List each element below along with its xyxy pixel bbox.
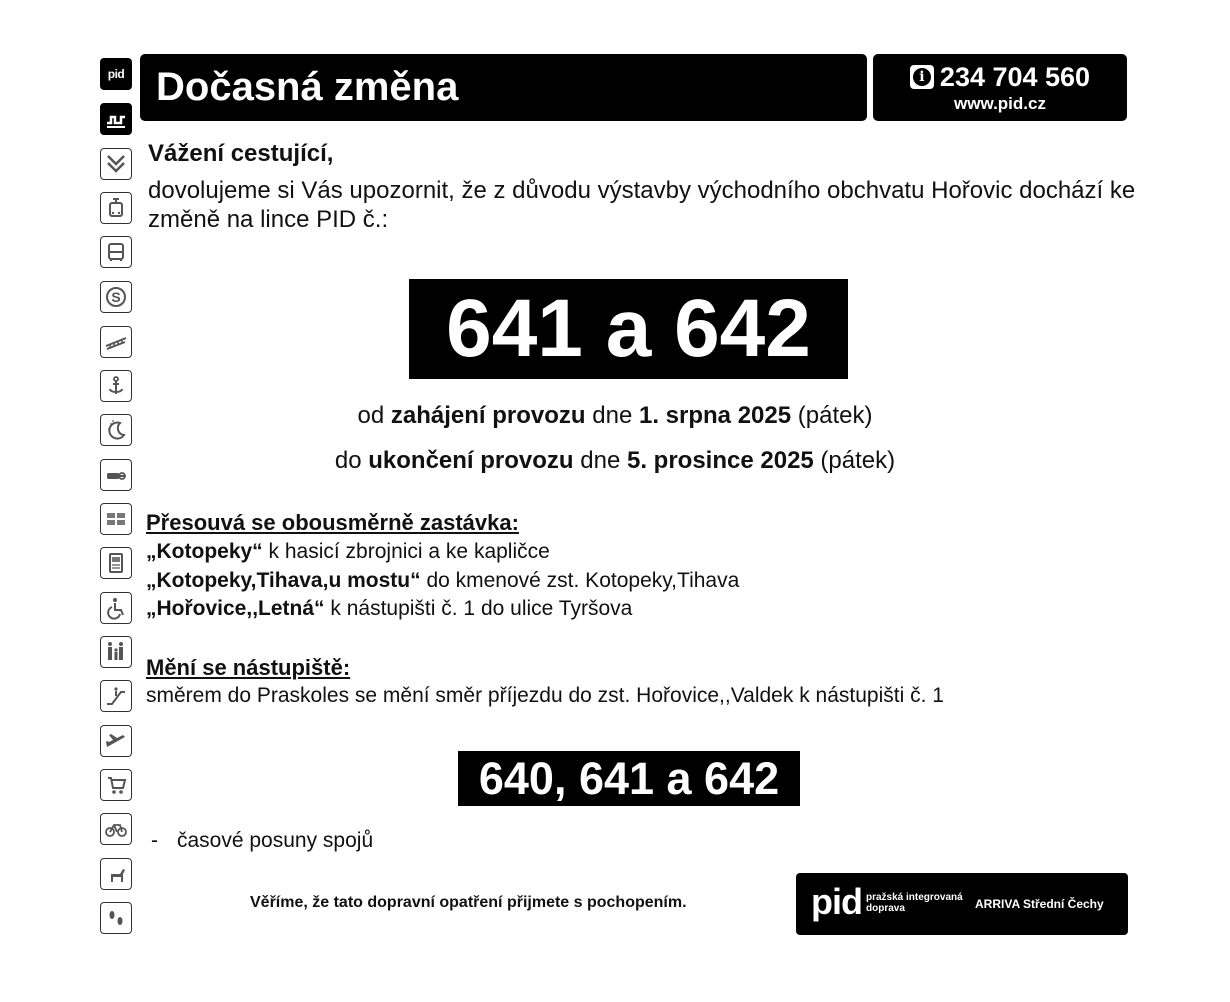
footsteps-icon bbox=[100, 902, 132, 934]
phone-line bbox=[873, 62, 1127, 92]
list-item: „Hořovice,,Letná“ k nástupišti č. 1 do ulice Tyršova bbox=[146, 597, 633, 620]
svg-text:S: S bbox=[111, 289, 121, 305]
info-box bbox=[873, 54, 1127, 121]
platform-text: směrem do Praskoles se mění směr příjezdu do zst. Hořovice,,Valdek k nástupišti č. 1 bbox=[146, 684, 944, 707]
list-item: „Kotopeky,Tihava,u mostu“ do kmenové zst. Kotopeky,Tihava bbox=[146, 569, 740, 592]
affected-lines: 641 a 642 bbox=[409, 279, 848, 379]
wheelchair-icon bbox=[100, 592, 132, 624]
intro-text: dovolujeme si Vás upozornit, že z důvodu výstavby východního obchvatu Hořovic dochází ke změně na lince PID č.: bbox=[148, 177, 1136, 233]
footer-logo-box bbox=[796, 873, 1128, 935]
shift-item: - časové posuny spojů bbox=[151, 829, 374, 852]
website-link[interactable]: www.pid.cz bbox=[954, 94, 1046, 113]
cable-car-icon bbox=[100, 326, 132, 358]
metro-icon bbox=[100, 148, 132, 180]
pid-logo-icon: pid bbox=[100, 58, 132, 90]
airport-icon bbox=[100, 725, 132, 757]
date-to: do ukončení provozu dne 5. prosince 2025 (pátek) bbox=[334, 447, 896, 474]
greeting: Vážení cestující, bbox=[148, 140, 334, 167]
ticket-machine-icon bbox=[100, 547, 132, 579]
bus-icon bbox=[100, 236, 132, 268]
pid-logo: pid bbox=[811, 881, 862, 922]
bicycle-icon bbox=[100, 813, 132, 845]
ticket-icon bbox=[100, 503, 132, 535]
page-title: Dočasná změna bbox=[140, 54, 867, 121]
phone-number[interactable]: 234 704 560 bbox=[939, 62, 1091, 92]
tram-icon bbox=[100, 192, 132, 224]
family-icon bbox=[100, 636, 132, 668]
relocated-heading: Přesouvá se obousměrně zastávka: bbox=[146, 510, 519, 535]
list-item: „Kotopeky“ k hasicí zbrojnici a ke kapličce bbox=[146, 540, 550, 563]
escalator-icon bbox=[100, 680, 132, 712]
train-icon bbox=[100, 103, 132, 135]
ferry-icon bbox=[100, 370, 132, 402]
operator-name: ARRIVA Střední Čechy bbox=[975, 897, 1104, 911]
date-from: od zahájení provozu dne 1. srpna 2025 (pátek) bbox=[357, 402, 873, 429]
dog-icon bbox=[100, 858, 132, 890]
info-icon: i bbox=[910, 65, 934, 89]
stroller-icon bbox=[100, 769, 132, 801]
pid-subtitle: pražská integrovaná doprava bbox=[866, 892, 963, 914]
s-train-icon bbox=[100, 281, 132, 313]
closing-text: Věříme, že tato dopravní opatření přijmete s pochopením. bbox=[250, 894, 687, 911]
platform-heading: Mění se nástupiště: bbox=[146, 655, 351, 680]
affected-lines-secondary: 640, 641 a 642 bbox=[458, 751, 800, 806]
